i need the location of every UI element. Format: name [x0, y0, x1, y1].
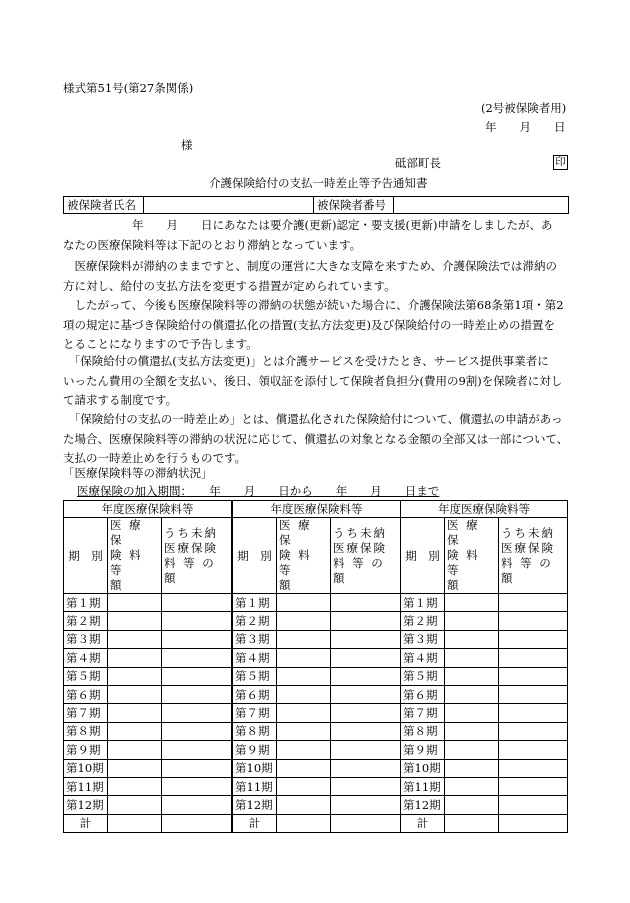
seal-text: 印	[553, 155, 568, 170]
unpaid-cell[interactable]	[331, 630, 401, 648]
total-unpaid-cell[interactable]	[499, 814, 568, 832]
amount-cell[interactable]	[277, 722, 331, 740]
period-row	[233, 612, 401, 630]
para-line: 年 月 日にあなたは要介護(更新)認定・要支援(更新)申請をしましたが、あ	[63, 218, 553, 232]
para-line: 「保険給付の支払の一時差止め」とは、償還払化された保険給付について、償還払の申請があっ	[63, 412, 563, 426]
unpaid-cell[interactable]	[331, 594, 401, 612]
period-label: 第11期	[233, 777, 277, 795]
period-label: 第５期	[233, 667, 277, 685]
period-row	[233, 741, 401, 759]
amount-cell[interactable]	[108, 612, 162, 630]
unpaid-cell[interactable]	[499, 649, 568, 667]
unpaid-cell[interactable]	[499, 630, 568, 648]
period-label: 第10期	[401, 759, 445, 777]
unpaid-cell[interactable]	[162, 649, 232, 667]
period-label: 第６期	[401, 685, 445, 703]
amount-header-line: 額	[447, 578, 461, 592]
period-row	[64, 630, 232, 648]
amount-cell[interactable]	[277, 667, 331, 685]
period-row	[401, 685, 568, 703]
period-label: 第３期	[233, 630, 277, 648]
unpaid-cell[interactable]	[499, 685, 568, 703]
year-header: 年度医療保険料等	[233, 501, 401, 518]
period-label: 第２期	[401, 612, 445, 630]
amount-cell[interactable]	[445, 649, 499, 667]
enrollment-period	[77, 483, 439, 499]
period-row	[401, 612, 568, 630]
amount-header-line: 医 療 保	[279, 518, 312, 547]
period-label: 第１期	[233, 594, 277, 612]
enroll-to: 年 月 日まで	[312, 484, 440, 498]
period-row	[64, 704, 232, 722]
period-label: 第４期	[64, 649, 108, 667]
amount-cell[interactable]	[108, 704, 162, 722]
unpaid-cell[interactable]	[162, 612, 232, 630]
unpaid-cell[interactable]	[499, 704, 568, 722]
form-number: 様式第51号(第27条関係)	[63, 81, 194, 95]
unpaid-cell[interactable]	[331, 796, 401, 814]
amount-cell[interactable]	[108, 722, 162, 740]
period-row	[64, 722, 232, 740]
period-label: 第11期	[64, 777, 108, 795]
amount-cell[interactable]	[277, 796, 331, 814]
para-line: 方に対し、給付の支払方法を変更する措置が定められています。	[63, 278, 396, 293]
amount-cell[interactable]	[277, 649, 331, 667]
insured-number-field[interactable]	[394, 197, 569, 214]
unpaid-header	[331, 518, 401, 594]
unpaid-cell[interactable]	[331, 741, 401, 759]
para-line: て請求する制度です。	[63, 393, 178, 407]
amount-header	[277, 518, 331, 594]
period-row	[401, 796, 568, 814]
addressee-suffix: 様	[181, 138, 193, 152]
unpaid-cell[interactable]	[331, 704, 401, 722]
para-line: したがって、今後も医療保険料等の滞納の状態が続いた場合に、介護保険法第68条第1項・第2	[63, 298, 564, 312]
period-header: 期 別	[64, 518, 108, 594]
amount-cell[interactable]	[277, 630, 331, 648]
seal-mark	[553, 154, 568, 170]
period-label: 第４期	[233, 649, 277, 667]
paragraph-5	[63, 410, 568, 469]
amount-header	[445, 518, 499, 594]
unpaid-cell[interactable]	[162, 741, 232, 759]
total-label: 計	[233, 814, 277, 832]
amount-cell[interactable]	[277, 777, 331, 795]
unpaid-cell[interactable]	[499, 612, 568, 630]
period-row	[64, 594, 232, 612]
period-row	[401, 722, 568, 740]
unpaid-header-line: 料 等 の 額	[501, 555, 553, 585]
period-label: 第10期	[64, 759, 108, 777]
total-amount-cell[interactable]	[445, 814, 499, 832]
arrears-table	[232, 500, 401, 833]
amount-cell[interactable]	[445, 685, 499, 703]
amount-cell[interactable]	[277, 594, 331, 612]
amount-cell[interactable]	[445, 759, 499, 777]
period-label: 第７期	[233, 704, 277, 722]
unpaid-cell[interactable]	[331, 667, 401, 685]
unpaid-header-line: うち未納	[501, 525, 555, 540]
amount-cell[interactable]	[277, 685, 331, 703]
para-line: 「保険給付の償還払(支払方法変更)」とは介護サービスを受けたとき、サービス提供事業者に	[63, 354, 549, 368]
period-row	[64, 741, 232, 759]
total-unpaid-cell[interactable]	[162, 814, 232, 832]
status-heading: 「医療保険料等の滞納状況」	[63, 466, 213, 480]
period-row	[233, 649, 401, 667]
para-line: 支払の一時差止めを行うものです。	[63, 451, 247, 465]
amount-cell[interactable]	[445, 741, 499, 759]
year-header: 年度医療保険料等	[64, 501, 232, 518]
period-label: 第１期	[64, 594, 108, 612]
period-row	[233, 796, 401, 814]
amount-cell[interactable]	[108, 741, 162, 759]
total-amount-cell[interactable]	[277, 814, 331, 832]
amount-header-line: 額	[279, 578, 293, 592]
paragraph-1	[63, 216, 568, 255]
unpaid-cell[interactable]	[331, 649, 401, 667]
period-row	[64, 612, 232, 630]
para-line: とることになりますので予告します。	[63, 337, 258, 351]
period-row	[401, 704, 568, 722]
period-label: 第12期	[233, 796, 277, 814]
target-label: (2号被保険者用)	[481, 101, 567, 115]
para-line: た場合、医療保険料等の滞納の状況に応じて、償還払の対象となる金額の全部又は一部について、	[63, 431, 569, 446]
period-label: 第３期	[64, 630, 108, 648]
period-row	[233, 594, 401, 612]
unpaid-cell[interactable]	[162, 594, 232, 612]
period-label: 第９期	[233, 741, 277, 759]
amount-cell[interactable]	[445, 612, 499, 630]
period-label: 第４期	[401, 649, 445, 667]
amount-cell[interactable]	[108, 667, 162, 685]
enroll-from: 年 月 日から	[186, 484, 313, 498]
total-label: 計	[64, 814, 108, 832]
period-row	[64, 649, 232, 667]
paragraph-3	[63, 296, 568, 355]
period-label: 第９期	[64, 741, 108, 759]
unpaid-cell[interactable]	[499, 722, 568, 740]
amount-header-line: 険 料 等	[110, 548, 143, 577]
unpaid-cell[interactable]	[331, 612, 401, 630]
period-row	[233, 685, 401, 703]
para-line: なたの医療保険料等は下記のとおり滞納となっています。	[63, 237, 362, 252]
period-row	[233, 777, 401, 795]
period-row	[401, 741, 568, 759]
period-row	[233, 759, 401, 777]
period-label: 第８期	[233, 722, 277, 740]
amount-cell[interactable]	[108, 594, 162, 612]
issuer: 砥部町長	[395, 156, 441, 170]
para-line: いったん費用の全額を支払い、後日、領収証を添付して保険者負担分(費用の9割)を保険者に対し	[63, 373, 563, 388]
unpaid-header-line: 料 等 の 額	[333, 555, 385, 585]
amount-cell[interactable]	[445, 722, 499, 740]
period-row	[401, 777, 568, 795]
amount-header-line: 険 料 等	[447, 548, 480, 577]
paragraph-2	[63, 257, 568, 296]
period-label: 第２期	[64, 612, 108, 630]
period-row	[401, 759, 568, 777]
unpaid-header	[499, 518, 568, 594]
period-label: 第３期	[401, 630, 445, 648]
amount-cell[interactable]	[277, 704, 331, 722]
unpaid-cell[interactable]	[162, 777, 232, 795]
unpaid-header-line: うち未納	[333, 525, 387, 540]
amount-cell[interactable]	[445, 704, 499, 722]
period-label: 第12期	[401, 796, 445, 814]
total-row	[64, 814, 232, 832]
unpaid-cell[interactable]	[162, 667, 232, 685]
amount-cell[interactable]	[108, 649, 162, 667]
amount-cell[interactable]	[108, 796, 162, 814]
period-row	[401, 649, 568, 667]
period-label: 第７期	[401, 704, 445, 722]
period-row	[64, 796, 232, 814]
period-label: 第10期	[233, 759, 277, 777]
unpaid-header	[162, 518, 232, 594]
period-label: 第８期	[401, 722, 445, 740]
unpaid-cell[interactable]	[499, 741, 568, 759]
document-title: 介護保険給付の支払一時差止等予告通知書	[209, 176, 428, 190]
period-row	[233, 704, 401, 722]
total-row	[233, 814, 401, 832]
arrears-table	[400, 500, 568, 833]
total-row	[401, 814, 568, 832]
period-header: 期 別	[233, 518, 277, 594]
period-row	[64, 667, 232, 685]
unpaid-cell[interactable]	[162, 796, 232, 814]
amount-cell[interactable]	[445, 594, 499, 612]
amount-header-line: 医 療 保	[447, 518, 480, 547]
unpaid-header-line: 料 等 の 額	[164, 555, 216, 585]
insured-info-table	[63, 196, 569, 214]
para-line: 項の規定に基づき保険給付の償還払化の措置(支払方法変更)及び保険給付の一時差止めの措置を	[63, 317, 555, 332]
period-label: 第２期	[233, 612, 277, 630]
unpaid-header-line: 医療保険	[164, 540, 218, 555]
unpaid-cell[interactable]	[499, 777, 568, 795]
amount-header	[108, 518, 162, 594]
period-row	[401, 630, 568, 648]
period-label: 第７期	[64, 704, 108, 722]
amount-cell[interactable]	[108, 630, 162, 648]
unpaid-cell[interactable]	[162, 704, 232, 722]
unpaid-header-line: 医療保険	[333, 540, 387, 555]
period-label: 第11期	[401, 777, 445, 795]
insured-name-label: 被保険者氏名	[64, 197, 144, 214]
amount-cell[interactable]	[445, 796, 499, 814]
amount-header-line: 険 料 等	[279, 548, 312, 577]
unpaid-cell[interactable]	[499, 667, 568, 685]
amount-cell[interactable]	[108, 685, 162, 703]
amount-cell[interactable]	[277, 759, 331, 777]
arrears-table	[63, 500, 232, 833]
unpaid-cell[interactable]	[162, 630, 232, 648]
amount-cell[interactable]	[445, 630, 499, 648]
period-row	[233, 667, 401, 685]
period-row	[64, 759, 232, 777]
unpaid-cell[interactable]	[499, 759, 568, 777]
total-unpaid-cell[interactable]	[331, 814, 401, 832]
unpaid-header-line: 医療保険	[501, 540, 555, 555]
enroll-label: 医療保険の加入期間：	[77, 484, 187, 498]
year-header: 年度医療保険料等	[401, 501, 568, 518]
period-row	[233, 722, 401, 740]
unpaid-cell[interactable]	[499, 594, 568, 612]
period-row	[401, 667, 568, 685]
unpaid-cell[interactable]	[162, 685, 232, 703]
date-line: 年 月 日	[485, 120, 566, 134]
unpaid-cell[interactable]	[162, 759, 232, 777]
unpaid-cell[interactable]	[331, 685, 401, 703]
amount-cell[interactable]	[108, 777, 162, 795]
insured-number-label: 被保険者番号	[314, 197, 394, 214]
period-label: 第１期	[401, 594, 445, 612]
insured-name-field[interactable]	[144, 197, 314, 214]
amount-header-line: 医 療 保	[110, 518, 143, 547]
total-amount-cell[interactable]	[108, 814, 162, 832]
amount-cell[interactable]	[445, 667, 499, 685]
period-row	[64, 777, 232, 795]
amount-cell[interactable]	[108, 759, 162, 777]
para-line: 医療保険料が滞納のままですと、制度の運営に大きな支障を来すため、介護保険法では滞納の	[63, 259, 558, 273]
amount-cell[interactable]	[277, 612, 331, 630]
unpaid-cell[interactable]	[331, 722, 401, 740]
period-header: 期 別	[401, 518, 445, 594]
period-label: 第８期	[64, 722, 108, 740]
period-row	[233, 630, 401, 648]
paragraph-4	[63, 352, 568, 411]
period-label: 第12期	[64, 796, 108, 814]
total-label: 計	[401, 814, 445, 832]
period-label: 第９期	[401, 741, 445, 759]
period-row	[401, 594, 568, 612]
period-row	[64, 685, 232, 703]
amount-header-line: 額	[110, 578, 124, 592]
period-label: 第６期	[64, 685, 108, 703]
period-label: 第６期	[233, 685, 277, 703]
unpaid-cell[interactable]	[162, 722, 232, 740]
unpaid-cell[interactable]	[331, 777, 401, 795]
unpaid-header-line: うち未納	[164, 525, 218, 540]
period-label: 第５期	[64, 667, 108, 685]
period-label: 第５期	[401, 667, 445, 685]
amount-cell[interactable]	[277, 741, 331, 759]
amount-cell[interactable]	[445, 777, 499, 795]
unpaid-cell[interactable]	[499, 796, 568, 814]
unpaid-cell[interactable]	[331, 759, 401, 777]
